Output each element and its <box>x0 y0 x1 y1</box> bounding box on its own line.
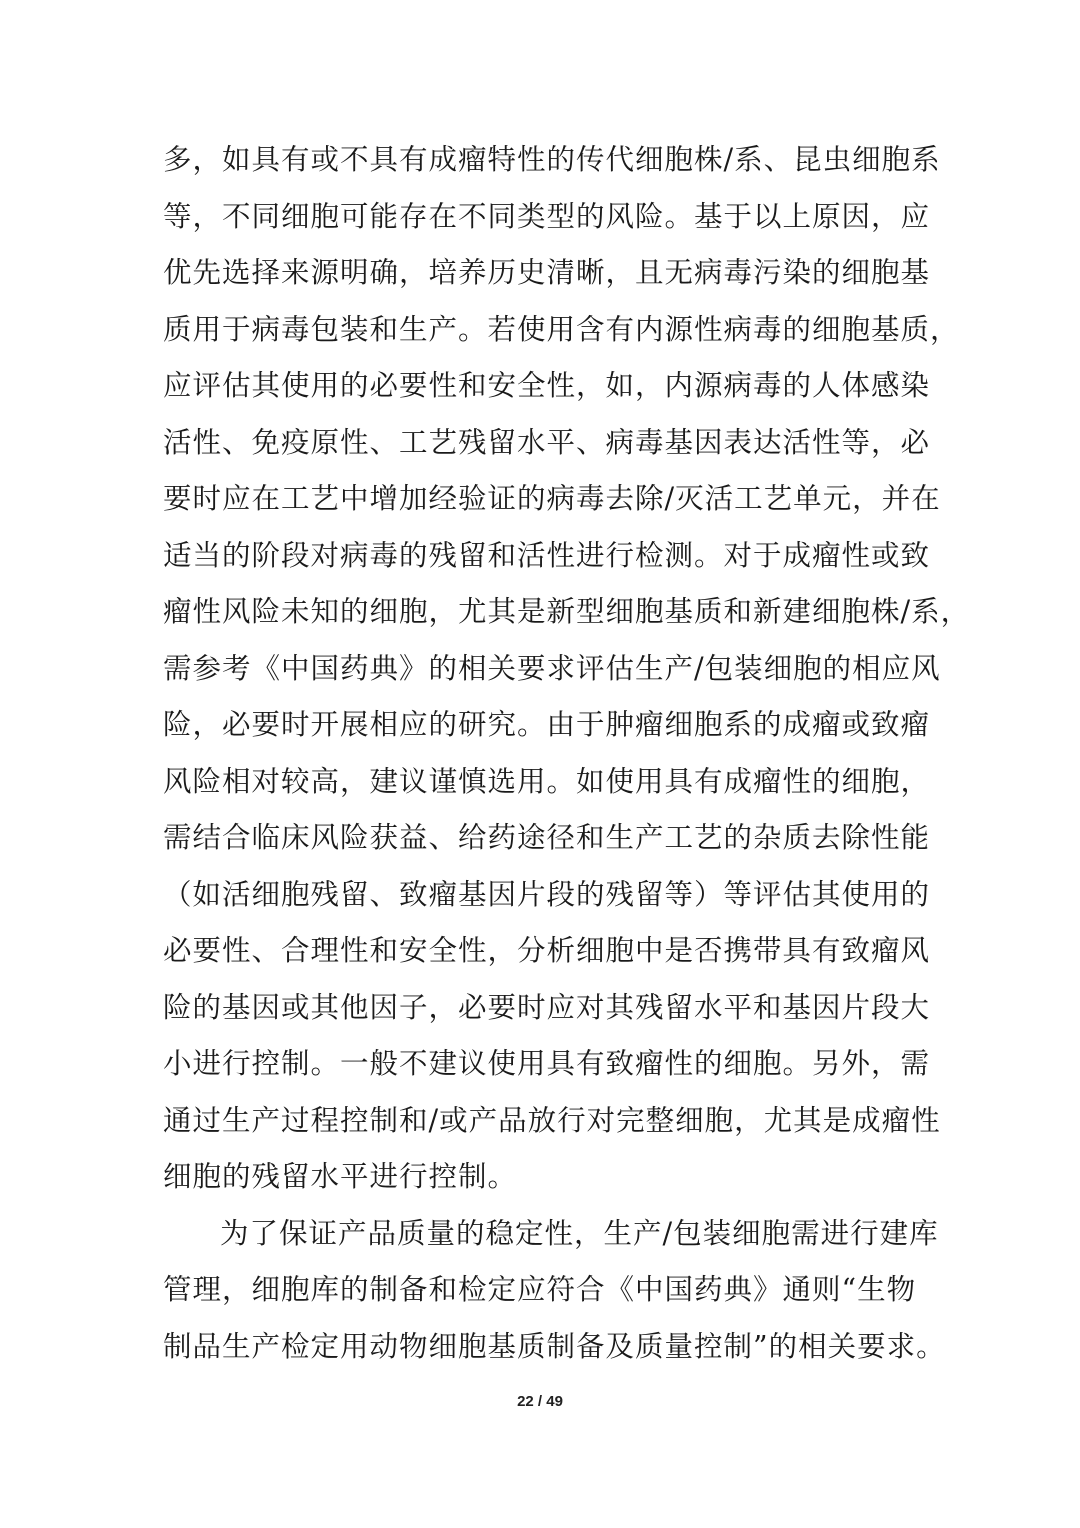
text-line: 险的基因或其他因子，必要时应对其残留水平和基因片段大 <box>163 990 931 1024</box>
page-number: 22 / 49 <box>517 1393 563 1410</box>
text-line: 必要性、合理性和安全性，分析细胞中是否携带具有致瘤风 <box>163 934 931 967</box>
text-line: 质用于病毒包装和生产。若使用含有内源性病毒的细胞基质， <box>163 312 960 346</box>
text-line: 细胞的残留水平进行控制。 <box>163 1160 518 1193</box>
document-body <box>163 132 971 1375</box>
text-line: 等，不同细胞可能存在不同类型的风险。基于以上原因，应 <box>163 199 931 233</box>
text-line: 制品生产检定用动物细胞基质制备及质量控制”的相关要求。 <box>163 1329 946 1363</box>
text-line: 通过生产过程控制和/或产品放行对完整细胞，尤其是成瘤性 <box>163 1103 941 1137</box>
text-line: 小进行控制。一般不建议使用具有致瘤性的细胞。另外，需 <box>163 1047 931 1080</box>
text-line: 多，如具有或不具有成瘤特性的传代细胞株/系、昆虫细胞系 <box>163 143 941 176</box>
paragraph <box>163 1206 946 1376</box>
text-line: 瘤性风险未知的细胞，尤其是新型细胞基质和新建细胞株/系， <box>163 595 971 628</box>
text-line: 优先选择来源明确，培养历史清晰，且无病毒污染的细胞基 <box>163 256 931 289</box>
text-line: 活性、免疫原性、工艺残留水平、病毒基因表达活性等，必 <box>163 425 931 459</box>
text-line: （如活细胞残留、致瘤基因片段的残留等）等评估其使用的 <box>163 877 931 911</box>
text-line: 为了保证产品质量的稳定性，生产/包装细胞需进行建库 <box>220 1216 939 1250</box>
text-line: 险，必要时开展相应的研究。由于肿瘤细胞系的成瘤或致瘤 <box>163 708 931 741</box>
text-line: 需参考《中国药典》的相关要求评估生产/包装细胞的相应风 <box>163 651 941 685</box>
text-line: 适当的阶段对病毒的残留和活性进行检测。对于成瘤性或致 <box>163 538 931 572</box>
text-line: 风险相对较高，建议谨慎选用。如使用具有成瘤性的细胞， <box>163 764 931 798</box>
paragraph <box>163 132 971 1206</box>
text-line: 要时应在工艺中增加经验证的病毒去除/灭活工艺单元，并在 <box>163 482 941 515</box>
text-line: 管理，细胞库的制备和检定应符合《中国药典》通则“生物 <box>163 1273 917 1306</box>
text-line: 应评估其使用的必要性和安全性，如，内源病毒的人体感染 <box>163 369 931 402</box>
text-line: 需结合临床风险获益、给药途径和生产工艺的杂质去除性能 <box>163 821 931 854</box>
